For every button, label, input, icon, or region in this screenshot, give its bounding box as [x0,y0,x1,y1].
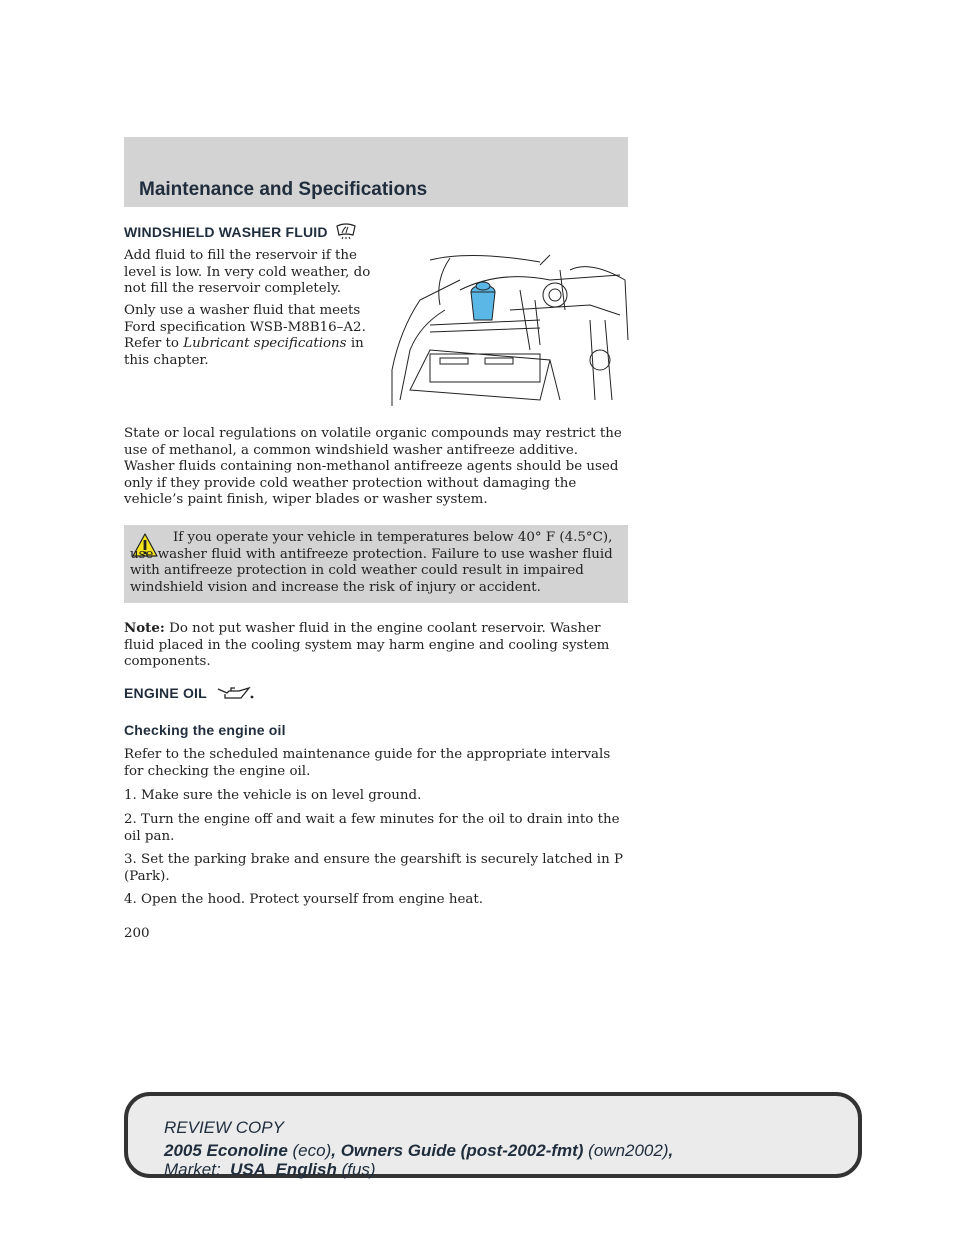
washer-paragraph-3: State or local regulations on volatile organic compounds may restrict the use of methanol, a common windshield washer antifreeze additive. Washer fluids containing non-methanol antifreeze agents should be used only if they provide cold weather protection without damaging the vehicle’s paint finish, wiper blades or washer system. [124,426,622,507]
section-header [124,137,628,207]
warning-text: If you operate your vehicle in temperatures below 40° F (4.5°C), use washer fluid with antifreeze protection. Failure to use washer fluid with antifreeze protection in cold weather could result in impaired windshield vision and increase the risk of injury or accident. [130,530,613,595]
footer-guide: , Owners Guide (post-2002-fmt) [331,1141,584,1160]
engine-oil-heading [124,685,255,701]
footer-guide-code: (own2002) [583,1141,669,1160]
engine-oil-heading-text: ENGINE OIL [124,685,207,701]
footer-market-line [164,1160,376,1180]
lubricant-specifications-reference: Lubricant specifications [183,336,347,351]
footer-model: 2005 Econoline [164,1141,288,1160]
note-label: Note: [124,620,165,636]
engine-compartment-illustration [390,250,630,408]
oil-step: 4. Open the hood. Protect yourself from engine heat. [124,892,484,907]
note-paragraph [124,620,628,671]
footer-review-copy: REVIEW COPY [164,1118,284,1137]
checking-oil-subheading: Checking the engine oil [124,722,286,738]
footer-guide-line [164,1141,673,1161]
oil-step: 1. Make sure the vehicle is on level ground. [124,788,422,803]
washer-paragraph-2-tail: in this chapter. [124,336,364,368]
oil-step: 3. Set the parking brake and ensure the gearshift is securely latched in P (Park). [124,852,623,884]
footer-model-code: (eco) [287,1141,332,1160]
washer-paragraph-2 [124,303,384,369]
warning-box [124,525,628,603]
oil-intro: Refer to the scheduled maintenance guide for the appropriate intervals for checking the engine oil. [124,747,611,779]
page-number: 200 [124,926,150,941]
review-copy-footer [124,1092,862,1178]
footer-market-label: Market: [164,1160,231,1179]
washer-paragraph-1: Add fluid to fill the reservoir if the level is low. In very cold weather, do not fill the reservoir completely. [124,248,371,296]
footer-market: USA_English [230,1160,337,1179]
washer-fluid-heading-text: WINDSHIELD WASHER FLUID [124,224,328,240]
footer-comma: , [668,1141,674,1160]
footer-market-code: (fus) [336,1160,376,1179]
washer-paragraph-2-text: Only use a washer fluid that meets Ford specification WSB-M8B16–A2. Refer to [124,303,366,351]
oil-can-icon [215,685,255,701]
washer-fluid-heading [124,222,357,240]
section-title: Maintenance and Specifications [139,179,428,200]
windshield-washer-icon [335,222,357,240]
oil-step: 2. Turn the engine off and wait a few minutes for the oil to drain into the oil pan. [124,812,620,844]
note-text: Do not put washer fluid in the engine coolant reservoir. Washer fluid placed in the cooling system may harm engine and cooling system components. [124,621,610,669]
